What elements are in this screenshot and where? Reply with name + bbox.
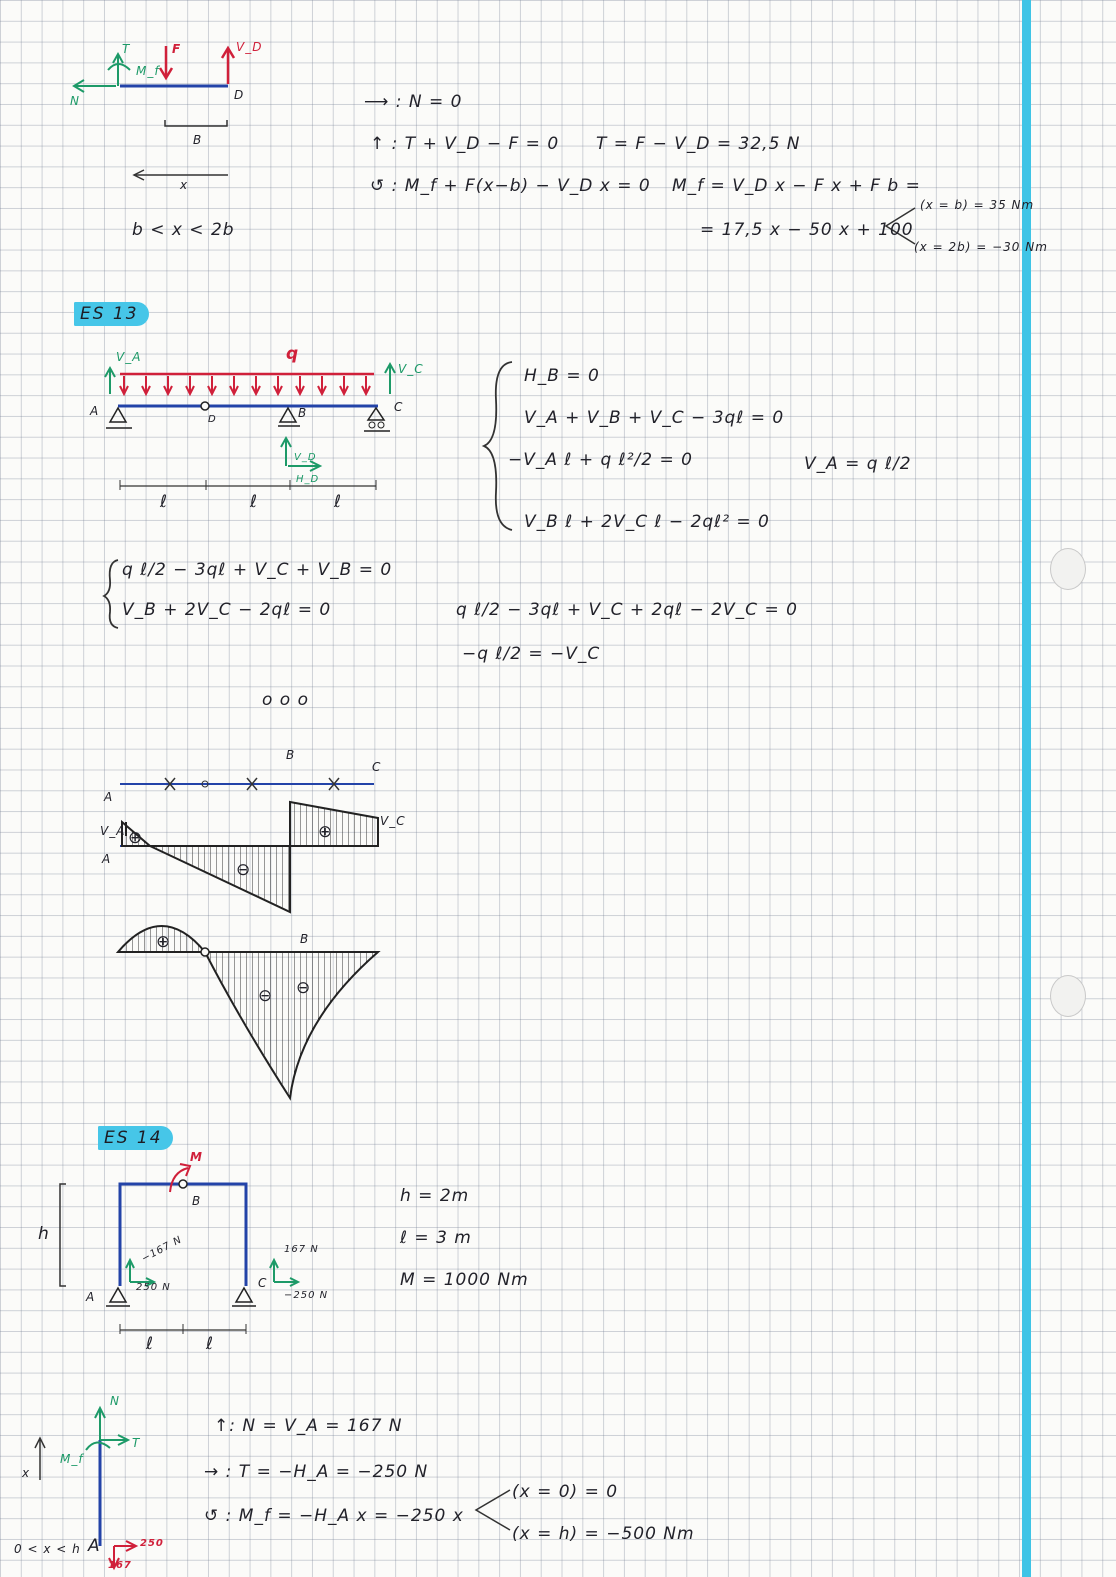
label-va-value: −167 N: [140, 1234, 185, 1265]
label-x: x: [180, 178, 189, 192]
label-vd: V_D: [294, 452, 317, 463]
label-t: T: [122, 42, 131, 56]
fbd-label-x: x: [22, 1466, 31, 1480]
label-a: A: [90, 404, 100, 418]
label-vc: V_C: [398, 362, 424, 376]
label-l2: ℓ: [206, 1334, 215, 1354]
label-vd: V_D: [236, 40, 263, 54]
exercise-tag-13: ES 13: [74, 302, 149, 326]
shear-minus: ⊖: [236, 860, 252, 880]
shear-label-a-bottom: A: [102, 852, 112, 866]
fbd-label-t: T: [132, 1436, 141, 1450]
given-m: M = 1000 Nm: [400, 1270, 529, 1290]
fbd-label-a: A: [88, 1536, 101, 1556]
system1-eq2: V_A + V_B + V_C − 3qℓ = 0: [524, 408, 785, 428]
label-l2: ℓ: [250, 492, 259, 512]
case-x-2b: (x = 2b) = −30 Nm: [914, 240, 1048, 254]
label-ha-value: 250 N: [136, 1282, 171, 1293]
label-a: A: [86, 1290, 96, 1304]
label-n: N: [70, 94, 80, 108]
label-b: B: [298, 406, 308, 420]
system1-eq3: −V_A ℓ + q ℓ²/2 = 0: [508, 450, 693, 470]
given-h: h = 2m: [400, 1186, 470, 1206]
fbd-range: 0 < x < h: [14, 1542, 81, 1556]
result-t: T = F − V_D = 32,5 N: [596, 134, 801, 154]
label-d: D: [234, 88, 245, 102]
label-l1: ℓ: [146, 1334, 155, 1354]
eq-moment: ↺ : M_f + F(x−b) − V_D x = 0: [370, 176, 651, 196]
fbd-label-n: N: [110, 1394, 120, 1408]
given-l: ℓ = 3 m: [400, 1228, 472, 1248]
label-hc-value: −250 N: [284, 1290, 329, 1301]
es14-case-xh: (x = h) = −500 Nm: [512, 1524, 695, 1544]
shear-label-a-top: A: [104, 790, 114, 804]
es14-eq-moment: ↺ : M_f = −H_A x = −250 x: [204, 1506, 464, 1526]
label-d: D: [208, 414, 217, 425]
eq-horizontal: ⟶ : N = 0: [364, 92, 463, 112]
fbd-label-mf: M_f: [60, 1452, 84, 1466]
fbd-force-v: 167: [108, 1560, 132, 1571]
es14-case-x0: (x = 0) = 0: [512, 1482, 619, 1502]
label-b: B: [192, 1194, 202, 1208]
label-l3: ℓ: [334, 492, 343, 512]
label-vc-value: 167 N: [284, 1244, 319, 1255]
es14-frame-diagram: [60, 1164, 298, 1334]
label-va: V_A: [116, 350, 142, 364]
result-mf-line2: = 17,5 x − 50 x + 100: [700, 220, 914, 240]
case-x-b: (x = b) = 35 Nm: [920, 198, 1035, 212]
es13-beam-diagram: [105, 364, 395, 490]
system2-eq1: q ℓ/2 − 3qℓ + V_C + V_B = 0: [122, 560, 393, 580]
system1-eq1: H_B = 0: [524, 366, 600, 386]
exercise-tag-14: ES 14: [98, 1126, 173, 1150]
label-f: F: [172, 42, 182, 56]
result-vc: −q ℓ/2 = −V_C: [462, 644, 601, 664]
label-m: M: [190, 1150, 203, 1164]
label-q: q: [286, 344, 300, 364]
label-hd: H_D: [296, 474, 320, 485]
shear-label-vc: V_C: [380, 814, 406, 828]
range-condition: b < x < 2b: [132, 220, 235, 240]
combined-eq: q ℓ/2 − 3qℓ + V_C + 2qℓ − 2V_C = 0: [456, 600, 798, 620]
shear-plus-right: ⊕: [318, 822, 334, 842]
moment-plus: ⊕: [156, 932, 172, 952]
eq-vertical: ↑ : T + V_D − F = 0: [370, 134, 560, 154]
es14-eq-vertical: ↑: N = V_A = 167 N: [214, 1416, 403, 1436]
label-l1: ℓ: [160, 492, 169, 512]
shear-label-va: V_A: [100, 824, 126, 838]
label-mf: M_f: [136, 64, 160, 78]
shear-plus-left: ⊕: [128, 828, 144, 848]
shear-diagram: [120, 778, 378, 912]
result-mf: M_f = V_D x − F x + F b =: [672, 176, 921, 196]
label-h: h: [38, 1224, 50, 1244]
system1-eq4: V_B ℓ + 2V_C ℓ − 2qℓ² = 0: [524, 512, 770, 532]
system2-eq2: V_B + 2V_C − 2qℓ = 0: [122, 600, 332, 620]
result-va: V_A = q ℓ/2: [804, 454, 912, 474]
label-b: B: [193, 133, 203, 147]
label-c: C: [258, 1276, 268, 1290]
label-c: C: [394, 400, 404, 414]
shear-label-b: B: [286, 748, 296, 762]
moment-minus-2: ⊖: [296, 978, 312, 998]
es14-eq-horizontal: → : T = −H_A = −250 N: [204, 1462, 429, 1482]
moment-label-b: B: [300, 932, 310, 946]
moment-minus-1: ⊖: [258, 986, 274, 1006]
fbd-force-h: 250: [140, 1538, 164, 1549]
ellipsis-dots: o o o: [262, 690, 310, 710]
shear-label-c: C: [372, 760, 382, 774]
